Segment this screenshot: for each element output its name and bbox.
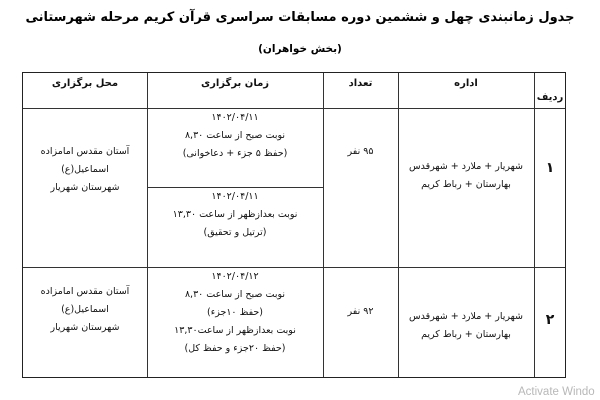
session-detail: (حفظ ۵ جزء + دعاخوانی) (182, 148, 288, 159)
header-time: زمان برگزاری (200, 78, 270, 89)
schedule-table (22, 72, 566, 378)
session-shift: نوبت بعدازظهر از ساعت ۱۳,۳۰ (172, 209, 298, 220)
header-location: محل برگزاری (51, 78, 119, 89)
session-date: ۱۴۰۲/۰۴/۱۱ (211, 112, 259, 123)
department-line: بهارستان + رباط کریم (421, 179, 511, 190)
department-line: شهریار + ملارد + شهرقدس (409, 311, 523, 322)
document-subtitle: (بخش خواهران) (258, 43, 342, 55)
location-line: شهرستان شهریار (50, 182, 120, 193)
location-line: آستان مقدس امامزاده (40, 286, 130, 297)
row2-department (398, 308, 534, 344)
department-line: شهریار + ملارد + شهرقدس (409, 161, 523, 172)
header-count: تعداد (348, 78, 373, 89)
session-date: ۱۴۰۲/۰۴/۱۲ (211, 271, 259, 282)
row2-count: ۹۲ نفر (347, 306, 374, 317)
location-line: آستان مقدس امامزاده (40, 146, 130, 157)
row1-department (398, 158, 534, 194)
location-line: اسماعیل(ع) (61, 164, 109, 175)
session-shift: نوبت صبح از ساعت ۸,۳۰ (184, 130, 286, 141)
session-line: نوبت بعدازظهر از ساعت۱۳,۳۰ (174, 325, 296, 336)
column-divider (323, 73, 324, 377)
session-line: نوبت صبح از ساعت ۸,۳۰ (184, 289, 286, 300)
session-line: (حفظ ۲۰جزء و حفظ کل) (184, 343, 286, 354)
session-date: ۱۴۰۲/۰۴/۱۱ (211, 191, 259, 202)
session-detail: (ترتیل و تحقیق) (203, 227, 267, 238)
document-title: جدول زمانبندی چهل و ششمین دوره مسابقات سراسری قرآن کریم مرحله شهرستانی (25, 10, 575, 25)
row1-number: ۱ (545, 160, 555, 176)
header-row-number: ردیف (536, 92, 564, 103)
department-line: بهارستان + رباط کریم (421, 329, 511, 340)
location-line: اسماعیل(ع) (61, 304, 109, 315)
row2-location (23, 283, 147, 337)
row1-location (23, 143, 147, 197)
row1-session-morning (147, 109, 323, 163)
activation-watermark: Activate Windo (518, 386, 595, 398)
row2-session (147, 268, 323, 358)
header-department: اداره (454, 78, 478, 89)
row2-number: ۲ (545, 312, 555, 328)
row1-count: ۹۵ نفر (347, 146, 374, 157)
column-divider (534, 73, 535, 377)
row1-session-afternoon (147, 188, 323, 242)
location-line: شهرستان شهریار (50, 322, 120, 333)
session-line: (حفظ ۱۰جزء) (207, 307, 263, 318)
